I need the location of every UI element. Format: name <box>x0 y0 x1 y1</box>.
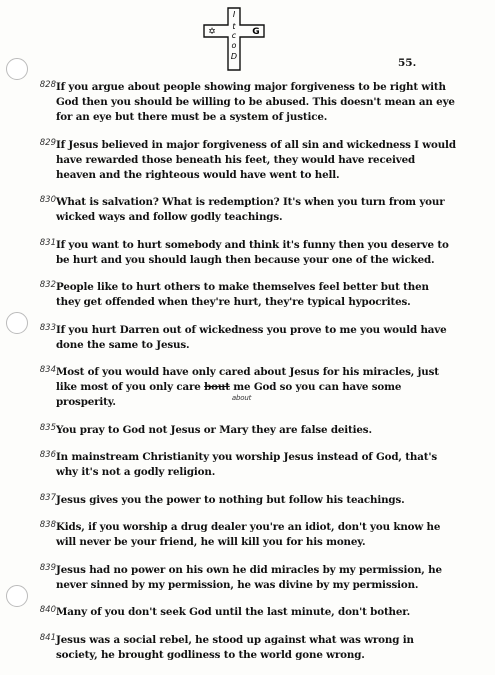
entry-number: 829 <box>39 137 56 148</box>
struck-word: bout <box>204 381 230 393</box>
entry-number: 832 <box>39 280 56 290</box>
list-item <box>36 563 456 593</box>
star-of-david-icon: ✡ <box>208 27 216 37</box>
entry-text: Kids, if you worship a drug dealer you're an idiot, don't you know he will never be your friend, he will kill you for his money. <box>56 521 441 548</box>
entry-text: Jesus gives you the power to nothing but follow his teachings. <box>56 493 405 506</box>
cross-letter: c <box>231 31 237 40</box>
entry-number: 828 <box>39 80 56 90</box>
entry-number: 839 <box>39 562 56 573</box>
entry-number: 838 <box>39 520 56 530</box>
list-item <box>36 493 456 508</box>
entry-text: Many of you don't seek God until the last minute, don't bother. <box>56 606 411 618</box>
entry-list <box>36 80 456 675</box>
list-item <box>36 633 456 663</box>
entry-text: What is salvation? What is redemption? It's when you turn from your wicked ways and follow godly teachings. <box>56 196 445 223</box>
entry-text: Jesus was a social rebel, he stood up against what was wrong in society, he brought godliness to the world gone wrong. <box>56 633 414 661</box>
entry-text: In mainstream Christianity you worship Jesus instead of God, that's why it's not a godly religion. <box>56 451 438 478</box>
entry-number: 836 <box>39 450 56 460</box>
binder-hole <box>6 58 28 80</box>
list-item <box>36 520 456 550</box>
list-item <box>36 280 456 310</box>
list-item <box>36 323 456 353</box>
entry-number: 841 <box>39 632 56 643</box>
binder-hole <box>6 312 28 334</box>
entry-number: 837 <box>39 492 56 503</box>
entry-text: You pray to God not Jesus or Mary they are false deities. <box>56 423 372 436</box>
list-item <box>36 605 456 620</box>
list-item <box>36 365 456 410</box>
entry-number: 834 <box>39 365 56 375</box>
entry-text <box>56 365 456 410</box>
cross-icon <box>201 6 267 72</box>
handwritten-correction: about <box>231 394 252 402</box>
list-item <box>36 195 456 225</box>
list-item <box>36 238 456 268</box>
entry-text: If you want to hurt somebody and think it's funny then you deserve to be hurt and you should laugh then because your one of the wicked. <box>56 238 449 266</box>
binder-hole <box>6 585 28 607</box>
entry-text: People like to hurt others to make themselves feel better but then they get offended when they're hurt, they're typical hypocrites. <box>56 281 429 308</box>
cross-letter: t <box>232 22 236 31</box>
entry-number: 833 <box>39 322 56 333</box>
entry-number: 830 <box>39 195 56 205</box>
cross-letter: o <box>231 41 237 50</box>
entry-text-part: me God so you can have some prosperity. <box>56 381 402 408</box>
entry-text: Jesus had no power on his own he did miracles by my permission, he never sinned by my permission, he was divine by my permission. <box>56 563 442 591</box>
entry-number: 840 <box>39 605 56 615</box>
entry-number: 831 <box>39 237 56 248</box>
entry-number: 835 <box>39 422 56 433</box>
list-item <box>36 450 456 480</box>
entry-text: If you argue about people showing major forgiveness to be right with God then you should be willing to be abused. This doesn't mean an eye for an eye but there must be a system of justice. <box>56 81 455 123</box>
cross-letter: D <box>230 52 238 61</box>
entry-text: If Jesus believed in major forgiveness of all sin and wickedness I would have rewarded those beneath his feet, they would have received heaven and the righteous would have went to hell. <box>56 138 456 181</box>
entry-text-part: Most of you would have only cared about Jesus for his miracles, just like most of you only care <box>56 366 439 393</box>
list-item <box>36 423 456 438</box>
entry-text: If you hurt Darren out of wickedness you prove to me you would have done the same to Jesus. <box>56 323 447 351</box>
list-item <box>36 138 456 183</box>
list-item <box>36 80 456 125</box>
cross-letter: G <box>252 27 260 37</box>
page-number: 55. <box>398 57 417 69</box>
cross-letter: I <box>232 10 236 19</box>
